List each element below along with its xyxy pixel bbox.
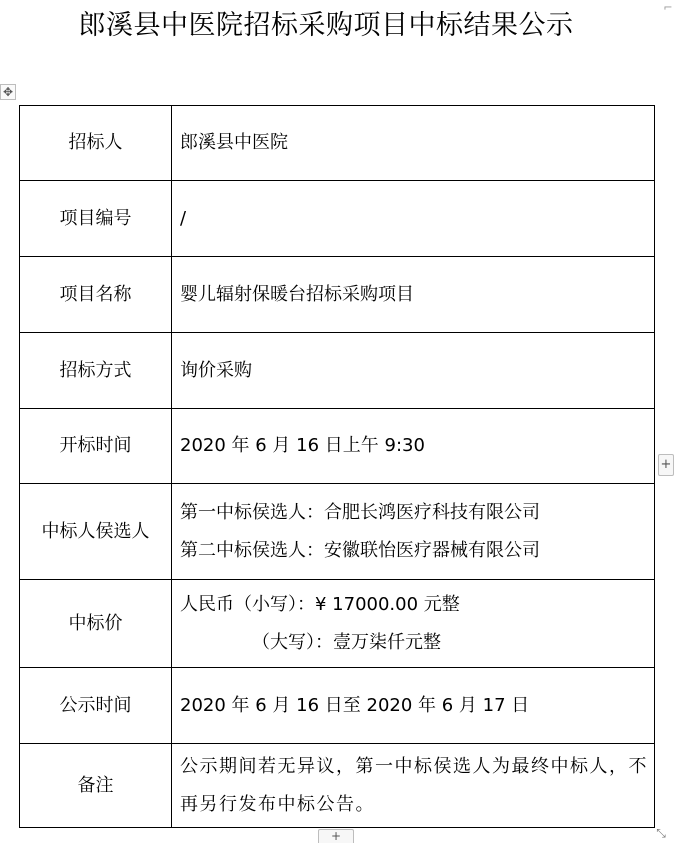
row-value-project-number: / xyxy=(172,181,655,257)
row-label-remarks: 备注 xyxy=(20,744,172,828)
add-row-button[interactable]: + xyxy=(318,829,354,843)
row-value-bid-price xyxy=(172,580,655,668)
row-value-publicity-period: 2020 年 6 月 16 日至 2020 年 6 月 17 日 xyxy=(172,668,655,744)
row-label-project-name: 项目名称 xyxy=(20,257,172,333)
row-value-remarks xyxy=(172,744,655,828)
second-candidate: 第二中标侯选人：安徽联怡医疗器械有限公司 xyxy=(180,539,540,561)
remarks-text: 公示期间若无异议，第一中标侯选人为最终中标人，不再另行发布中标公告。 xyxy=(180,755,648,815)
table-move-handle-icon[interactable]: ✥ xyxy=(0,84,16,100)
table-row xyxy=(20,580,655,668)
price-lowercase: 人民币（小写）：¥ 17000.00 元整 xyxy=(180,593,460,615)
table-row xyxy=(20,257,655,333)
row-label-bid-method: 招标方式 xyxy=(20,333,172,409)
row-value-candidates xyxy=(172,484,655,580)
price-uppercase: （大写）：壹万柒仟元整 xyxy=(252,631,441,653)
table-row xyxy=(20,181,655,257)
document-title: 郎溪县中医院招标采购项目中标结果公示 xyxy=(78,10,574,41)
row-label-opening-time: 开标时间 xyxy=(20,409,172,484)
table-resize-handle-icon[interactable]: ⤡ xyxy=(656,826,666,840)
table-row xyxy=(20,333,655,409)
table-row xyxy=(20,409,655,484)
row-value-bid-method: 询价采购 xyxy=(172,333,655,409)
corner-mark-icon: ⌐ xyxy=(663,1,673,14)
row-label-candidates: 中标人侯选人 xyxy=(20,484,172,580)
row-label-project-number: 项目编号 xyxy=(20,181,172,257)
row-label-tenderer: 招标人 xyxy=(20,106,172,181)
row-value-opening-time: 2020 年 6 月 16 日上午 9:30 xyxy=(172,409,655,484)
table-row xyxy=(20,106,655,181)
table-row xyxy=(20,668,655,744)
row-label-publicity-period: 公示时间 xyxy=(20,668,172,744)
row-value-project-name: 婴儿辐射保暖台招标采购项目 xyxy=(172,257,655,333)
add-column-button[interactable]: + xyxy=(658,454,674,476)
row-label-bid-price: 中标价 xyxy=(20,580,172,668)
bid-result-table xyxy=(19,105,655,828)
table-row xyxy=(20,744,655,828)
table-row xyxy=(20,484,655,580)
first-candidate: 第一中标侯选人：合肥长鸿医疗科技有限公司 xyxy=(180,501,540,523)
row-value-tenderer: 郎溪县中医院 xyxy=(172,106,655,181)
